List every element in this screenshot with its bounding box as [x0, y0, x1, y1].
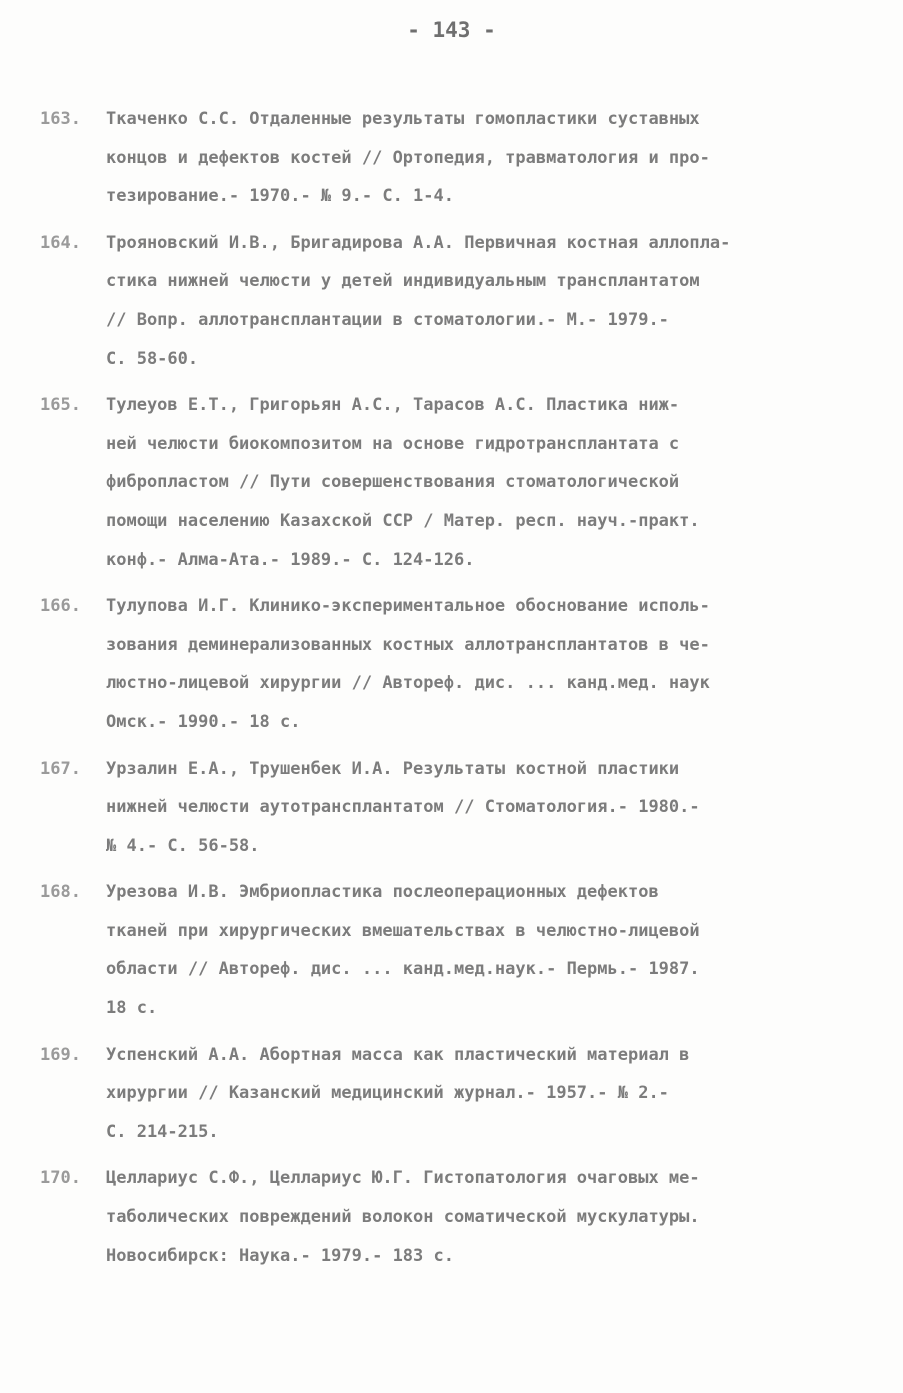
reference-entry: [0, 1159, 903, 1275]
reference-entry: [0, 750, 903, 866]
reference-line: нижней челюсти аутотрансплантатом // Стоматология.- 1980.-: [106, 797, 700, 818]
reference-line: Урзалин Е.А., Трушенбек И.А. Результаты костной пластики: [106, 758, 680, 779]
reference-entry: [0, 1036, 903, 1152]
reference-entry: [0, 100, 903, 216]
reference-line: области // Автореф. дис. ... канд.мед.наук.- Пермь.- 1987.: [106, 959, 700, 980]
reference-line: // Вопр. аллотрансплантации в стоматологии.- М.- 1979.-: [106, 309, 669, 330]
reference-line: Успенский А.А. Абортная масса как пластический материал в: [106, 1044, 690, 1065]
reference-line: концов и дефектов костей // Ортопедия, травматология и про-: [106, 147, 710, 168]
reference-number: 166.: [40, 596, 81, 617]
reference-number: 170.: [40, 1168, 81, 1189]
reference-line: хирургии // Казанский медицинский журнал.- 1957.- № 2.-: [106, 1083, 669, 1104]
reference-entry: [0, 224, 903, 378]
reference-line: Тулеуов Е.Т., Григорьян А.С., Тарасов А.С. Пластика ниж-: [106, 395, 680, 416]
reference-line: 18 с.: [106, 998, 158, 1019]
reference-number: 169.: [40, 1044, 81, 1065]
reference-line: Тулупова И.Г. Клинико-экспериментальное обоснование исполь-: [106, 596, 710, 617]
reference-line: Трояновский И.В., Бригадирова А.А. Первичная костная аллопла-: [106, 232, 731, 253]
reference-line: Новосибирск: Наука.- 1979.- 183 с.: [106, 1245, 454, 1266]
reference-entry: [0, 386, 903, 579]
reference-line: люстно-лицевой хирургии // Автореф. дис. ... канд.мед. наук: [106, 673, 710, 694]
reference-entry: [0, 587, 903, 741]
reference-line: конф.- Алма-Ата.- 1989.- С. 124-126.: [106, 549, 475, 570]
reference-number: 165.: [40, 395, 81, 416]
reference-number: 164.: [40, 232, 81, 253]
reference-number: 167.: [40, 758, 81, 779]
reference-line: С. 58-60.: [106, 348, 199, 369]
reference-line: тезирование.- 1970.- № 9.- С. 1-4.: [106, 186, 454, 207]
reference-line: С. 214-215.: [106, 1121, 219, 1142]
reference-line: тканей при хирургических вмешательствах в челюстно-лицевой: [106, 920, 700, 941]
reference-line: Омск.- 1990.- 18 с.: [106, 711, 301, 732]
reference-list: [0, 100, 903, 1283]
reference-line: помощи населению Казахской ССР / Матер. респ. науч.-практ.: [106, 510, 700, 531]
reference-line: фибропластом // Пути совершенствования стоматологической: [106, 472, 680, 493]
reference-line: Урезова И.В. Эмбриопластика послеоперационных дефектов: [106, 882, 659, 903]
reference-line: ней челюсти биокомпозитом на основе гидротрансплантата с: [106, 433, 680, 454]
reference-line: Ткаченко С.С. Отдаленные результаты гомопластики суставных: [106, 109, 700, 129]
reference-line: зования деминерализованных костных аллотрансплантатов в че-: [106, 634, 710, 655]
reference-line: стика нижней челюсти у детей индивидуальным трансплантатом: [106, 271, 700, 292]
reference-number: 168.: [40, 882, 81, 903]
page-number: - 143 -: [407, 18, 496, 42]
reference-number: 163.: [40, 109, 81, 129]
reference-entry: [0, 873, 903, 1027]
reference-line: Целлариус С.Ф., Целлариус Ю.Г. Гистопатология очаговых ме-: [106, 1168, 700, 1189]
reference-line: № 4.- С. 56-58.: [106, 835, 260, 856]
reference-line: таболических повреждений волокон соматической мускулатуры.: [106, 1207, 700, 1228]
